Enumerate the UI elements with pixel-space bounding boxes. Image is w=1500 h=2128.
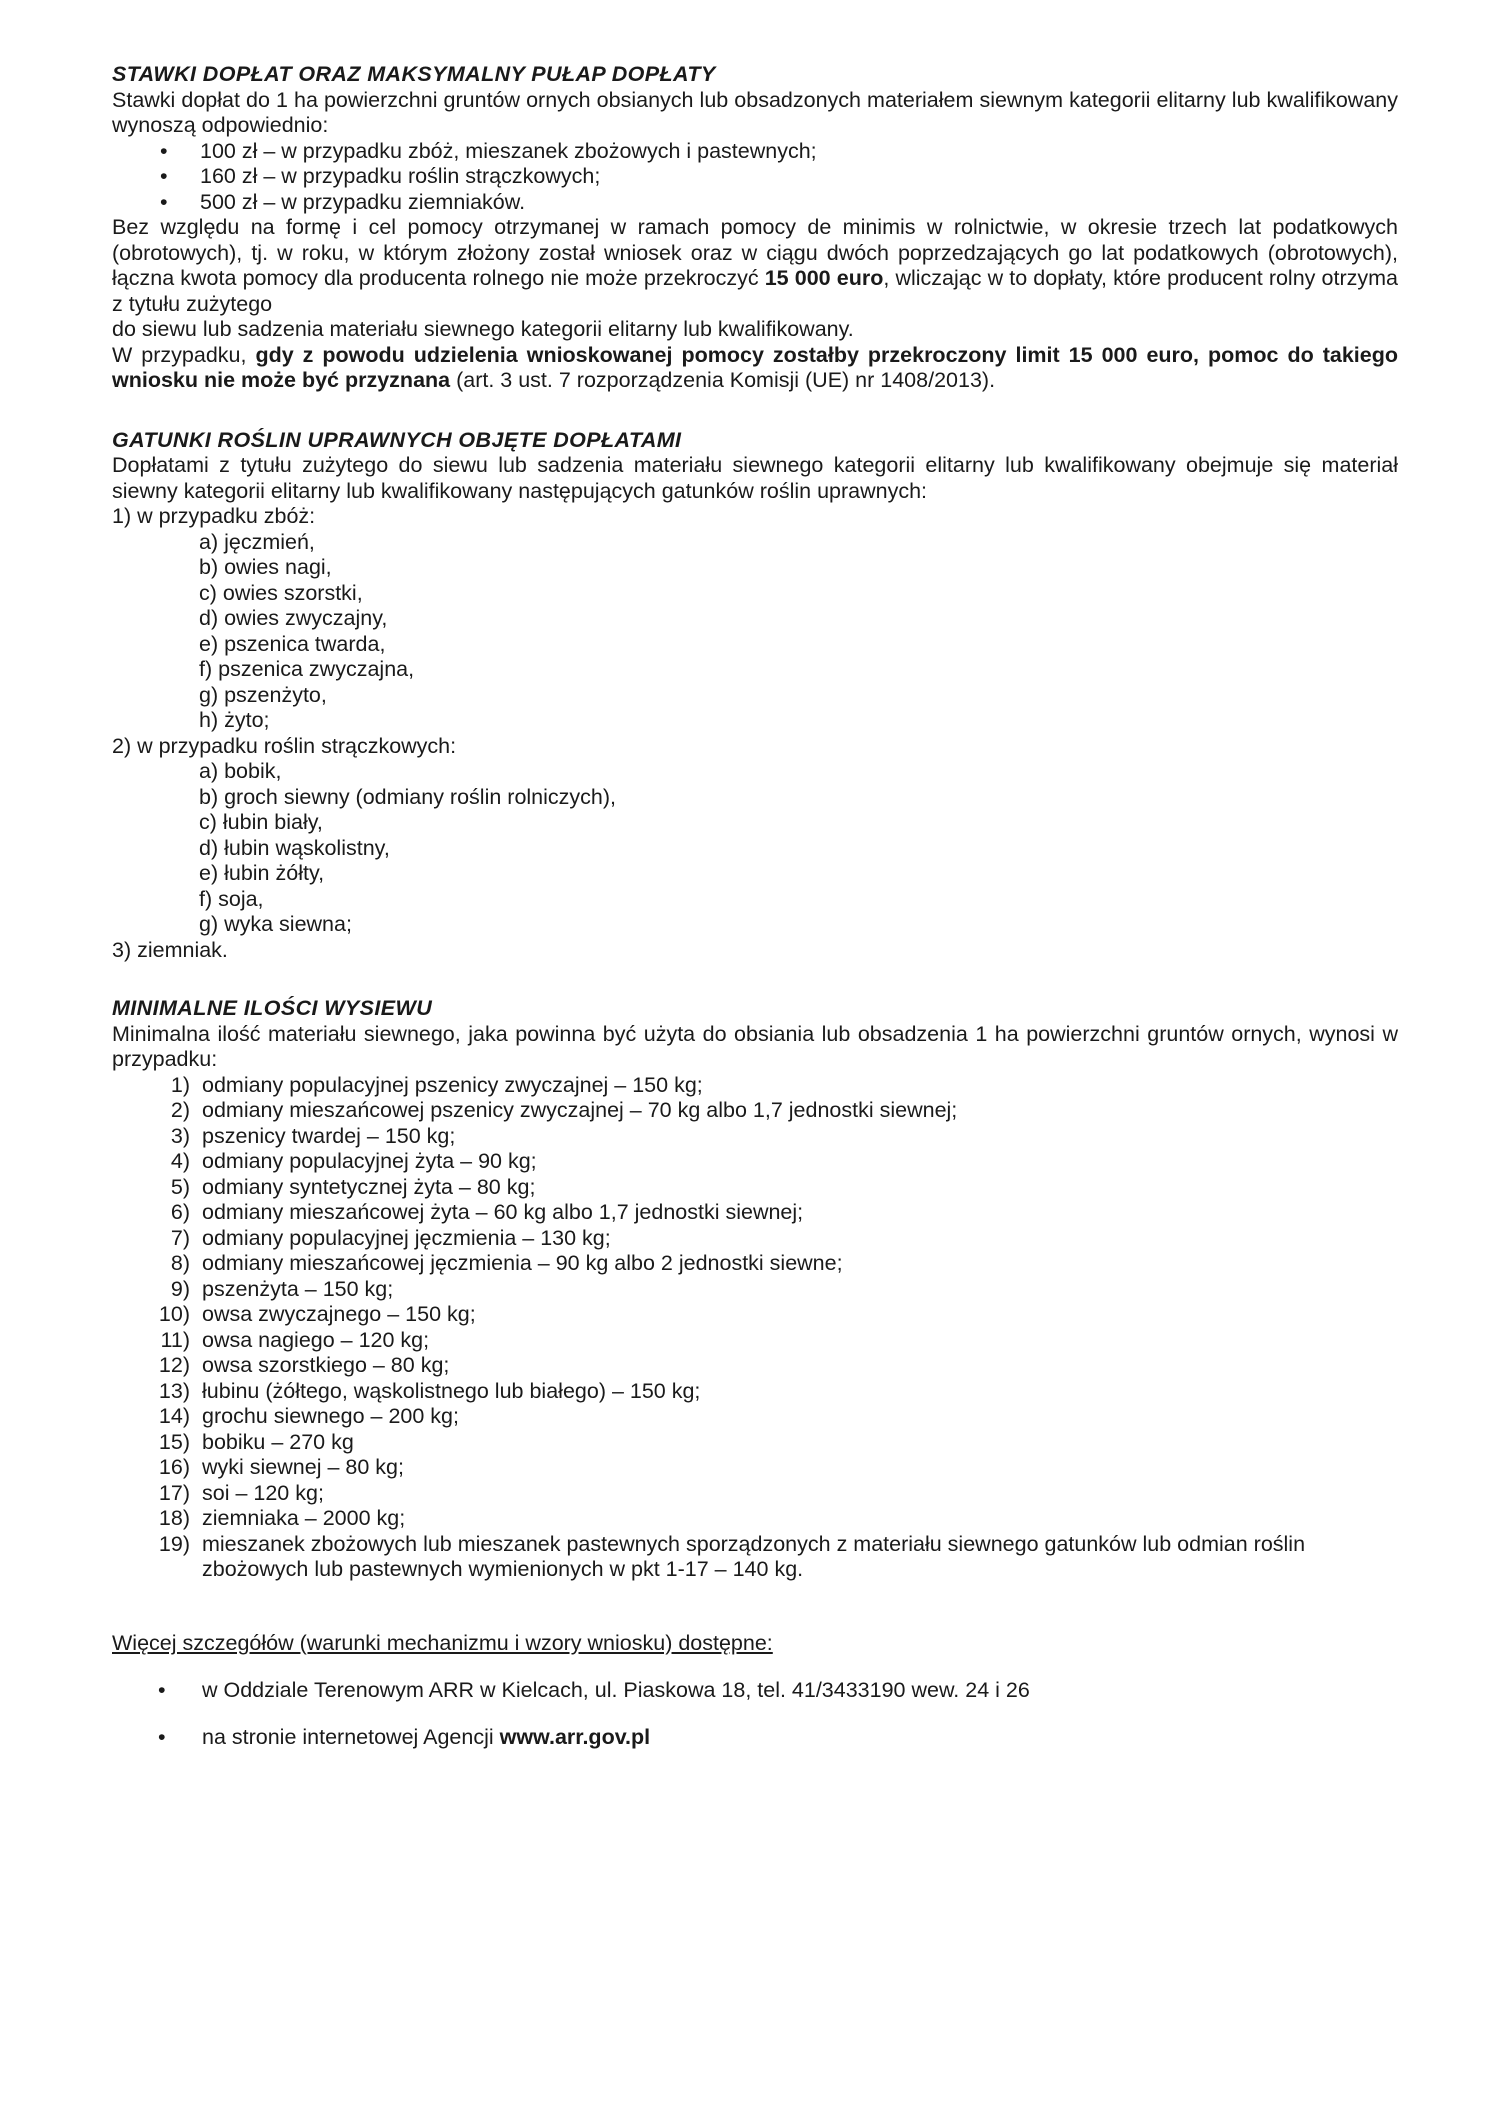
minimum-item xyxy=(112,1302,1398,1328)
minimum-item-number: 13) xyxy=(158,1378,190,1403)
minimum-item-text: odmiany syntetycznej żyta – 80 kg; xyxy=(202,1174,536,1199)
species-item: a) jęczmień, xyxy=(199,529,315,554)
species-item: e) pszenica twarda, xyxy=(199,631,386,656)
limit-text-2: , wliczając w to dopłaty, które producent rolny otrzyma z tytułu zużytego xyxy=(112,266,1399,316)
minimum-item-number: 8) xyxy=(170,1251,190,1275)
minimum-item-text: pszenicy twardej – 150 kg; xyxy=(202,1123,456,1148)
species-group-label: 1) w przypadku zbóż: xyxy=(112,504,316,528)
species-item: b) groch siewny (odmiany roślin rolniczych), xyxy=(199,784,617,809)
contact-item xyxy=(112,1725,1398,1751)
stawki-intro: Stawki dopłat do 1 ha powierzchni gruntów ornych obsianych lub obsadzonych materiałem siewnym kategorii elitarny lub kwalifikowany wynoszą odpowiednio: xyxy=(112,87,1398,137)
section-title-gatunki: GATUNKI ROŚLIN UPRAWNYCH OBJĘTE DOPŁATAMI xyxy=(112,427,682,452)
species-group-label: 3) ziemniak. xyxy=(112,937,228,962)
minimum-item-number: 1) xyxy=(170,1072,190,1097)
bullet-icon: • xyxy=(160,164,168,188)
rate-text: 100 zł – w przypadku zbóż, mieszanek zbożowych i pastewnych; xyxy=(200,138,817,163)
minimum-item-text: odmiany mieszańcowej pszenicy zwyczajnej – 70 kg albo 1,7 jednostki siewnej; xyxy=(202,1098,958,1122)
minimum-item-text: owsa zwyczajnego – 150 kg; xyxy=(202,1302,476,1326)
minimum-item xyxy=(112,1149,1398,1175)
minimum-item xyxy=(112,1073,1398,1099)
minimum-item-text: pszenżyta – 150 kg; xyxy=(202,1276,394,1301)
minimum-item xyxy=(112,1455,1398,1481)
species-item: a) bobik, xyxy=(199,759,282,783)
minimum-item-text: grochu siewnego – 200 kg; xyxy=(202,1404,459,1428)
minimum-item-text: bobiku – 270 kg xyxy=(202,1429,354,1454)
minimum-item-number: 3) xyxy=(170,1123,190,1148)
rate-item xyxy=(112,190,1398,216)
bullet-icon: • xyxy=(158,1725,166,1749)
minimum-item xyxy=(112,1226,1398,1252)
minimum-item xyxy=(112,1353,1398,1379)
minimum-item xyxy=(112,1430,1398,1456)
minimum-item-number: 9) xyxy=(170,1276,190,1301)
minimum-item-text: łubinu (żółtego, wąskolistnego lub białego) – 150 kg; xyxy=(202,1378,701,1403)
minimum-item-text: mieszanek zbożowych lub mieszanek pastewnych sporządzonych z materiału siewnego gatunków lub odmian roślin zbożowych lub pastewnych wymienionych w pkt 1-17 – 140 kg. xyxy=(202,1531,1306,1581)
section-spacer xyxy=(112,963,1398,996)
species-item: d) owies zwyczajny, xyxy=(199,606,388,630)
bullet-icon: • xyxy=(160,189,168,214)
minimum-item-text: odmiany populacyjnej pszenicy zwyczajnej – 150 kg; xyxy=(202,1072,703,1097)
species-item: c) owies szorstki, xyxy=(199,580,363,605)
minimum-item-number: 19) xyxy=(158,1531,190,1556)
minimum-item xyxy=(112,1506,1398,1532)
rates-list xyxy=(112,139,1398,216)
minimum-item-number: 5) xyxy=(170,1174,190,1199)
section-title-minimalne: MINIMALNE ILOŚCI WYSIEWU xyxy=(112,996,433,1020)
minimum-item-number: 6) xyxy=(170,1200,190,1224)
species-item: c) łubin biały, xyxy=(199,810,323,834)
minimum-item xyxy=(112,1328,1398,1354)
minimum-item-text: wyki siewnej – 80 kg; xyxy=(202,1455,404,1479)
minimum-item-text: odmiany populacyjnej jęczmienia – 130 kg; xyxy=(202,1225,611,1250)
species-item: d) łubin wąskolistny, xyxy=(199,835,390,860)
section-title-stawki: STAWKI DOPŁAT ORAZ MAKSYMALNY PUŁAP DOPŁATY xyxy=(112,62,716,86)
minimum-item-number: 11) xyxy=(160,1327,190,1352)
minimum-item xyxy=(112,1124,1398,1150)
species-item: g) pszenżyto, xyxy=(199,682,327,707)
minimum-item-text: soi – 120 kg; xyxy=(202,1480,324,1505)
minimum-item-number: 2) xyxy=(170,1098,190,1122)
species-item: g) wyka siewna; xyxy=(199,912,352,936)
minimum-item xyxy=(112,1200,1398,1226)
warning-bold: gdy z powodu udzielenia wnioskowanej pomocy zostałby przekroczony limit 15 000 euro, pomoc do takiego wniosku nie może być przyznana xyxy=(112,342,1398,392)
contact-text: w Oddziale Terenowym ARR w Kielcach, ul. Piaskowa 18, tel. 41/3433190 wew. 24 i 26 xyxy=(202,1677,1030,1702)
minimum-item-text: owsa szorstkiego – 80 kg; xyxy=(202,1353,450,1377)
minimum-item-text: odmiany mieszańcowej jęczmienia – 90 kg albo 2 jednostki siewne; xyxy=(202,1251,843,1275)
warning-suffix: (art. 3 ust. 7 rozporządzenia Komisji (UE) nr 1408/2013). xyxy=(450,368,996,392)
rate-item xyxy=(112,164,1398,190)
rate-item xyxy=(112,139,1398,165)
minimum-quantities-list xyxy=(112,1073,1398,1583)
contact-item xyxy=(112,1678,1398,1704)
bullet-icon: • xyxy=(160,138,168,163)
contact-list xyxy=(112,1678,1398,1751)
contact-website: www.arr.gov.pl xyxy=(499,1725,651,1749)
species-item: e) łubin żółty, xyxy=(199,861,325,885)
species-item: h) żyto; xyxy=(199,708,270,732)
minimum-item-number: 10) xyxy=(158,1302,190,1326)
minimum-item-text: owsa nagiego – 120 kg; xyxy=(202,1327,430,1352)
minimum-item-number: 4) xyxy=(170,1149,190,1173)
warning-prefix: W przypadku, xyxy=(112,342,256,367)
species-list xyxy=(112,759,1398,938)
minimum-item xyxy=(112,1277,1398,1303)
species-item: b) owies nagi, xyxy=(199,555,332,579)
limit-amount: 15 000 euro xyxy=(764,266,884,290)
gatunki-intro: Dopłatami z tytułu zużytego do siewu lub sadzenia materiału siewnego kategorii elitarny lub kwalifikowany obejmuje się materiał siewny kategorii elitarny lub kwalifikowany następujących gatunków roślin uprawnych: xyxy=(112,453,1398,503)
bullet-icon: • xyxy=(158,1677,166,1702)
contact-text: na stronie internetowej Agencji xyxy=(202,1725,500,1749)
minimum-item xyxy=(112,1098,1398,1124)
minimum-item-text: ziemniaka – 2000 kg; xyxy=(202,1506,406,1530)
section-spacer xyxy=(112,394,1398,428)
minimum-item xyxy=(112,1379,1398,1405)
minimum-item-number: 17) xyxy=(158,1480,190,1505)
warning-paragraph xyxy=(112,343,1398,394)
minimum-item xyxy=(112,1532,1398,1583)
limit-text-1: Bez względu na formę i cel pomocy otrzymanej w ramach pomocy de minimis w rolnictwie, w okresie trzech lat podatkowych (obrotowych), tj. w roku, w którym złożony został wniosek oraz w ciągu dwóch poprzedzających go lat podatkowych (obrotowych), łączna kwota pomocy dla producenta rolnego nie może przekroczyć xyxy=(112,215,1398,290)
limit-paragraph xyxy=(112,215,1398,317)
minimum-item-number: 18) xyxy=(158,1506,190,1530)
document-page xyxy=(112,62,1398,1773)
minimum-item xyxy=(112,1251,1398,1277)
minimum-item-number: 7) xyxy=(170,1225,190,1250)
minimum-item-number: 12) xyxy=(158,1353,190,1377)
minimum-item-text: odmiany populacyjnej żyta – 90 kg; xyxy=(202,1149,537,1173)
species-group-label: 2) w przypadku roślin strączkowych: xyxy=(112,733,457,758)
minimum-item xyxy=(112,1175,1398,1201)
rate-text: 160 zł – w przypadku roślin strączkowych; xyxy=(200,164,601,188)
rate-text: 500 zł – w przypadku ziemniaków. xyxy=(200,189,526,214)
limit-text-3: do siewu lub sadzenia materiału siewnego kategorii elitarny lub kwalifikowany. xyxy=(112,317,854,341)
minimum-item xyxy=(112,1404,1398,1430)
species-groups xyxy=(112,504,1398,963)
minimum-item-number: 16) xyxy=(158,1455,190,1479)
minimum-item-number: 14) xyxy=(158,1404,190,1428)
minimum-item-text: odmiany mieszańcowej żyta – 60 kg albo 1,7 jednostki siewnej; xyxy=(202,1200,804,1224)
minimum-item-number: 15) xyxy=(158,1429,190,1454)
species-item: f) pszenica zwyczajna, xyxy=(199,657,415,681)
minimum-item xyxy=(112,1481,1398,1507)
species-item: f) soja, xyxy=(199,886,264,911)
more-info-heading: Więcej szczegółów (warunki mechanizmu i wzory wniosku) dostępne: xyxy=(112,1630,773,1655)
minimalne-intro: Minimalna ilość materiału siewnego, jaka powinna być użyta do obsiania lub obsadzenia 1 ha powierzchni gruntów ornych, wynosi w przypadku: xyxy=(112,1021,1398,1071)
species-list xyxy=(112,530,1398,734)
